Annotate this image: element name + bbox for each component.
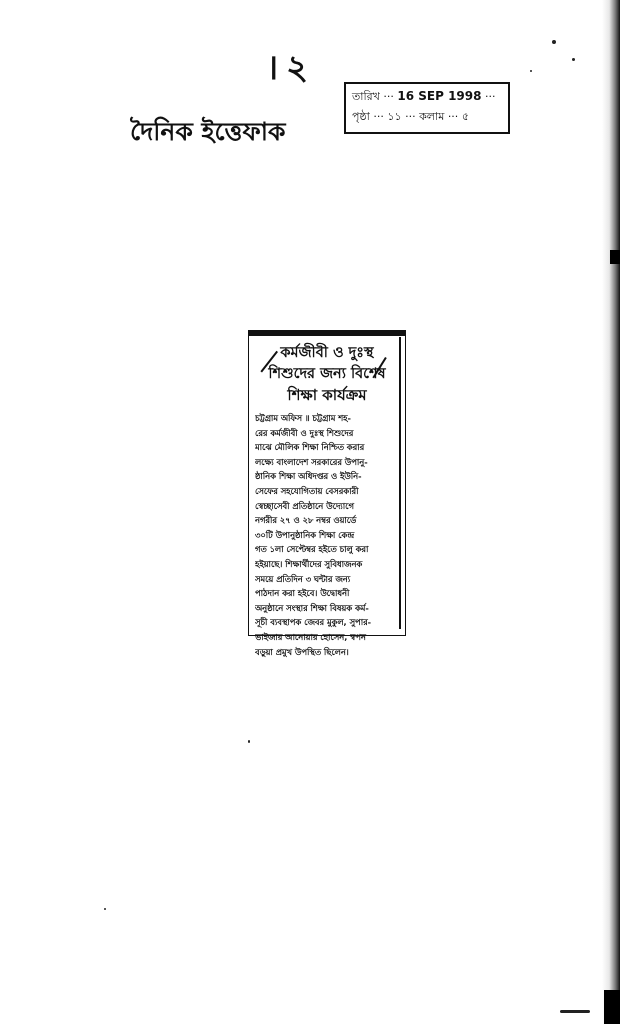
scan-speck	[248, 740, 250, 743]
headline-line-3: শিক্ষা কার্যক্রম	[287, 386, 367, 404]
article-body-line: সময়ে প্রতিদিন ৩ ঘন্টার জন্য	[255, 573, 351, 584]
clipping-column-rule	[399, 337, 401, 629]
newspaper-name: দৈনিক ইত্তেফাক	[130, 117, 286, 146]
article-body-line: পাঠদান করা হইবে। উদ্বোধনী	[255, 588, 350, 599]
article-body-line: ৩০টি উপানুষ্ঠানিক শিক্ষা কেন্দ্র	[255, 529, 355, 540]
article-body-line: ষ্ঠানিক শিক্ষা অধিদপ্তর ও ইউনি-	[255, 471, 362, 482]
article-body-line: গত ১লা সেপ্টেম্বর হইতে চালু করা	[255, 544, 369, 555]
article-body-line: অনুষ্ঠানে সংস্থার শিক্ষা বিষয়ক কর্ম-	[255, 602, 369, 613]
article-body-line: হইয়াছে। শিক্ষার্থীদের সুবিধাজনক	[255, 558, 363, 569]
article-body-line: বড়ুয়া প্রমুখ উপস্থিত ছিলেন।	[255, 646, 349, 657]
scan-right-edge	[602, 0, 620, 1024]
page-number: । ২	[266, 48, 307, 88]
scan-speck	[552, 40, 556, 44]
scan-speck	[572, 58, 575, 61]
stamp-date-row: তারিখ ··· 16 SEP 1998 ···	[352, 89, 496, 103]
article-body-line: রের কর্মজীবী ও দুঃস্থ শিশুদের	[255, 427, 354, 438]
stamp-page-value: ১১	[387, 110, 402, 123]
headline-line-1: কর্মজীবী ও দুঃস্থ	[280, 345, 374, 361]
article-body-line: স্বেচ্ছাসেবী প্রতিষ্ঠানে উদ্যোগে	[255, 500, 354, 511]
article-body-line: চট্টগ্রাম অফিস ॥ চট্টগ্রাম শহ-	[255, 413, 351, 423]
stamp-page-row: পৃষ্ঠা ··· ১১ ··· কলাম ··· ৫	[352, 110, 469, 123]
scan-speck	[560, 1010, 590, 1013]
newspaper-clipping	[248, 330, 406, 657]
scan-speck	[104, 908, 106, 910]
stamp-column-label: কলাম	[419, 110, 445, 123]
headline-line-2: শিশুদের জন্য বিশেষ	[268, 366, 386, 382]
article-body-line: ভাইজার আনোয়ার হোসেন, স্বপন	[255, 631, 366, 642]
article-body-line: মাঝে মৌলিক শিক্ষা নিশ্চিত করার	[255, 442, 365, 453]
scan-speck	[530, 70, 532, 72]
article-body-line: সূচী ব্যবস্থাপক জেবর মুকুল, সুপার-	[255, 617, 372, 628]
date-stamp	[344, 82, 510, 134]
stamp-date-label: তারিখ	[352, 90, 380, 103]
scan-edge-mark	[610, 250, 620, 264]
stamp-date-value: 16 SEP 1998	[397, 89, 482, 103]
article-body-line: নগরীর ২৭ ও ২৮ নম্বর ওয়ার্ডে	[255, 515, 357, 526]
clipping-top-rule	[249, 331, 405, 336]
stamp-page-label: পৃষ্ঠা	[352, 110, 370, 123]
article-body-line: লক্ষ্যে বাংলাদেশ সরকারের উপানু-	[255, 456, 368, 467]
stamp-column-value: ৫	[461, 110, 469, 123]
scan-edge-mark	[604, 990, 620, 1024]
article-headline	[259, 343, 395, 406]
article-body-line: সেফের সহযোগিতায় বেসরকারী	[255, 485, 359, 496]
article-body	[255, 411, 395, 659]
